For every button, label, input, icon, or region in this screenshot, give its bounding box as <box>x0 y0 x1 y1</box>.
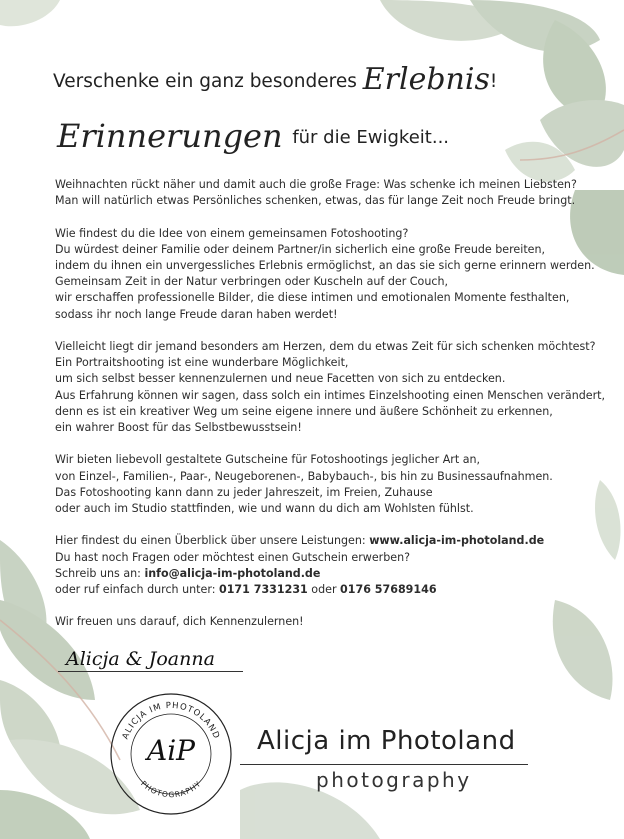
text-line: Vielleicht liegt dir jemand besonders am Herzen, dem du etwas Zeit für sich schenken möchtest? <box>55 340 596 353</box>
text-line: indem du ihnen ein unvergessliches Erlebnis ermöglichst, an das sie sich gerne erinnern werden. <box>55 259 595 272</box>
text-line: Das Fotoshooting kann dann zu jeder Jahreszeit, im Freien, Zuhause <box>55 485 433 499</box>
phone-or: oder <box>307 583 341 597</box>
text-line: Weihnachten rückt näher und damit auch die große Frage: Was schenke ich meinen Liebsten? <box>55 178 577 191</box>
subheading-script-word: Erinnerungen <box>57 117 283 155</box>
text-line: wir erschaffen professionelle Bilder, die diese intimen und emotionalen Momente festhalten, <box>55 291 570 305</box>
paragraph-vouchers <box>55 452 600 517</box>
headline-script-word: Erlebnis <box>362 62 490 97</box>
signature: Alicja & Joanna <box>66 648 215 670</box>
text-line: sodass ihr noch lange Freude daran haben werdet! <box>55 307 338 321</box>
text-line: Ein Portraitshooting ist eine wunderbare Möglichkeit, <box>55 356 349 370</box>
text-line: Aus Erfahrung können wir sagen, dass solch ein intimes Einzelshooting einen Menschen verändert, <box>55 388 606 402</box>
paragraph-closing <box>55 614 600 630</box>
logo-top-text: ALICJA IM PHOTOLAND <box>120 700 222 741</box>
text-line: Wir bieten liebevoll gestaltete Gutscheine für Fotoshootings jeglicher Art an, <box>55 453 481 467</box>
logo-bottom-text: PHOTOGRAPHY <box>139 778 203 800</box>
text-line: Man will natürlich etwas Persönliches schenken, etwas, das für lange Zeit noch Freude bringt. <box>55 194 576 208</box>
text-line: Du hast noch Fragen oder möchtest einen Gutschein erwerben? <box>55 550 411 564</box>
headline-end: ! <box>489 71 498 92</box>
svg-text:PHOTOGRAPHY <box>139 779 203 799</box>
leaf <box>0 0 60 26</box>
paragraph-contact <box>55 533 600 598</box>
phone-link-1[interactable]: 0171 7331231 <box>218 583 308 597</box>
text-line: oder auch im Studio stattfinden, wie und wann du dich am Wohlsten fühlst. <box>55 502 474 516</box>
brand-divider <box>240 764 528 765</box>
text-line <box>55 582 600 598</box>
paragraph-family <box>55 226 600 323</box>
paragraph-portrait <box>55 339 606 436</box>
text-line: denn es ist ein kreativer Weg um seine eigene innere und äußere Schönheit zu erkennen, <box>55 404 553 418</box>
brand-name: Alicja im Photoland <box>257 726 516 756</box>
headline-text: Verschenke ein ganz besonderes <box>53 71 363 92</box>
text-line <box>55 566 600 582</box>
brand-subtitle: photography <box>316 768 472 792</box>
phone-link-2[interactable]: 0176 57689146 <box>340 583 437 597</box>
subheading-text: für die Ewigkeit... <box>286 127 450 148</box>
text-line: Wir freuen uns darauf, dich Kennenzulernen! <box>55 615 304 629</box>
text-line: ein wahrer Boost für das Selbstbewusstsein! <box>55 421 302 435</box>
subheading <box>57 113 450 155</box>
logo-initials: AiP <box>146 734 195 767</box>
text-line: um sich selbst besser kennenzulernen und neue Facetten von sich zu entdecken. <box>55 372 506 386</box>
headline <box>53 60 497 95</box>
email-link[interactable]: info@alicja-im-photoland.de <box>144 566 321 580</box>
text-line: Gemeinsam Zeit in der Natur verbringen oder Kuscheln auf der Couch, <box>55 275 449 289</box>
text-line: Wie findest du die Idee von einem gemeinsamen Fotoshooting? <box>55 226 409 240</box>
text-line: Du würdest deiner Familie oder deinem Partner/in sicherlich eine große Freude bereiten, <box>55 242 546 256</box>
call-text: oder ruf einfach durch unter: <box>55 583 219 597</box>
signature-divider <box>58 671 243 672</box>
overview-text: Hier findest du einen Überblick über unsere Leistungen: <box>55 534 370 548</box>
text-line <box>55 533 600 549</box>
paragraph-intro <box>55 177 600 209</box>
text-line: von Einzel-, Familien-, Paar-, Neugeborenen-, Babybauch-, bis hin zu Businessaufnahmen. <box>55 469 553 483</box>
write-text: Schreib uns an: <box>55 566 145 580</box>
brand-logo <box>105 688 237 820</box>
website-link[interactable]: www.alicja-im-photoland.de <box>369 534 545 548</box>
body-text <box>55 177 606 647</box>
